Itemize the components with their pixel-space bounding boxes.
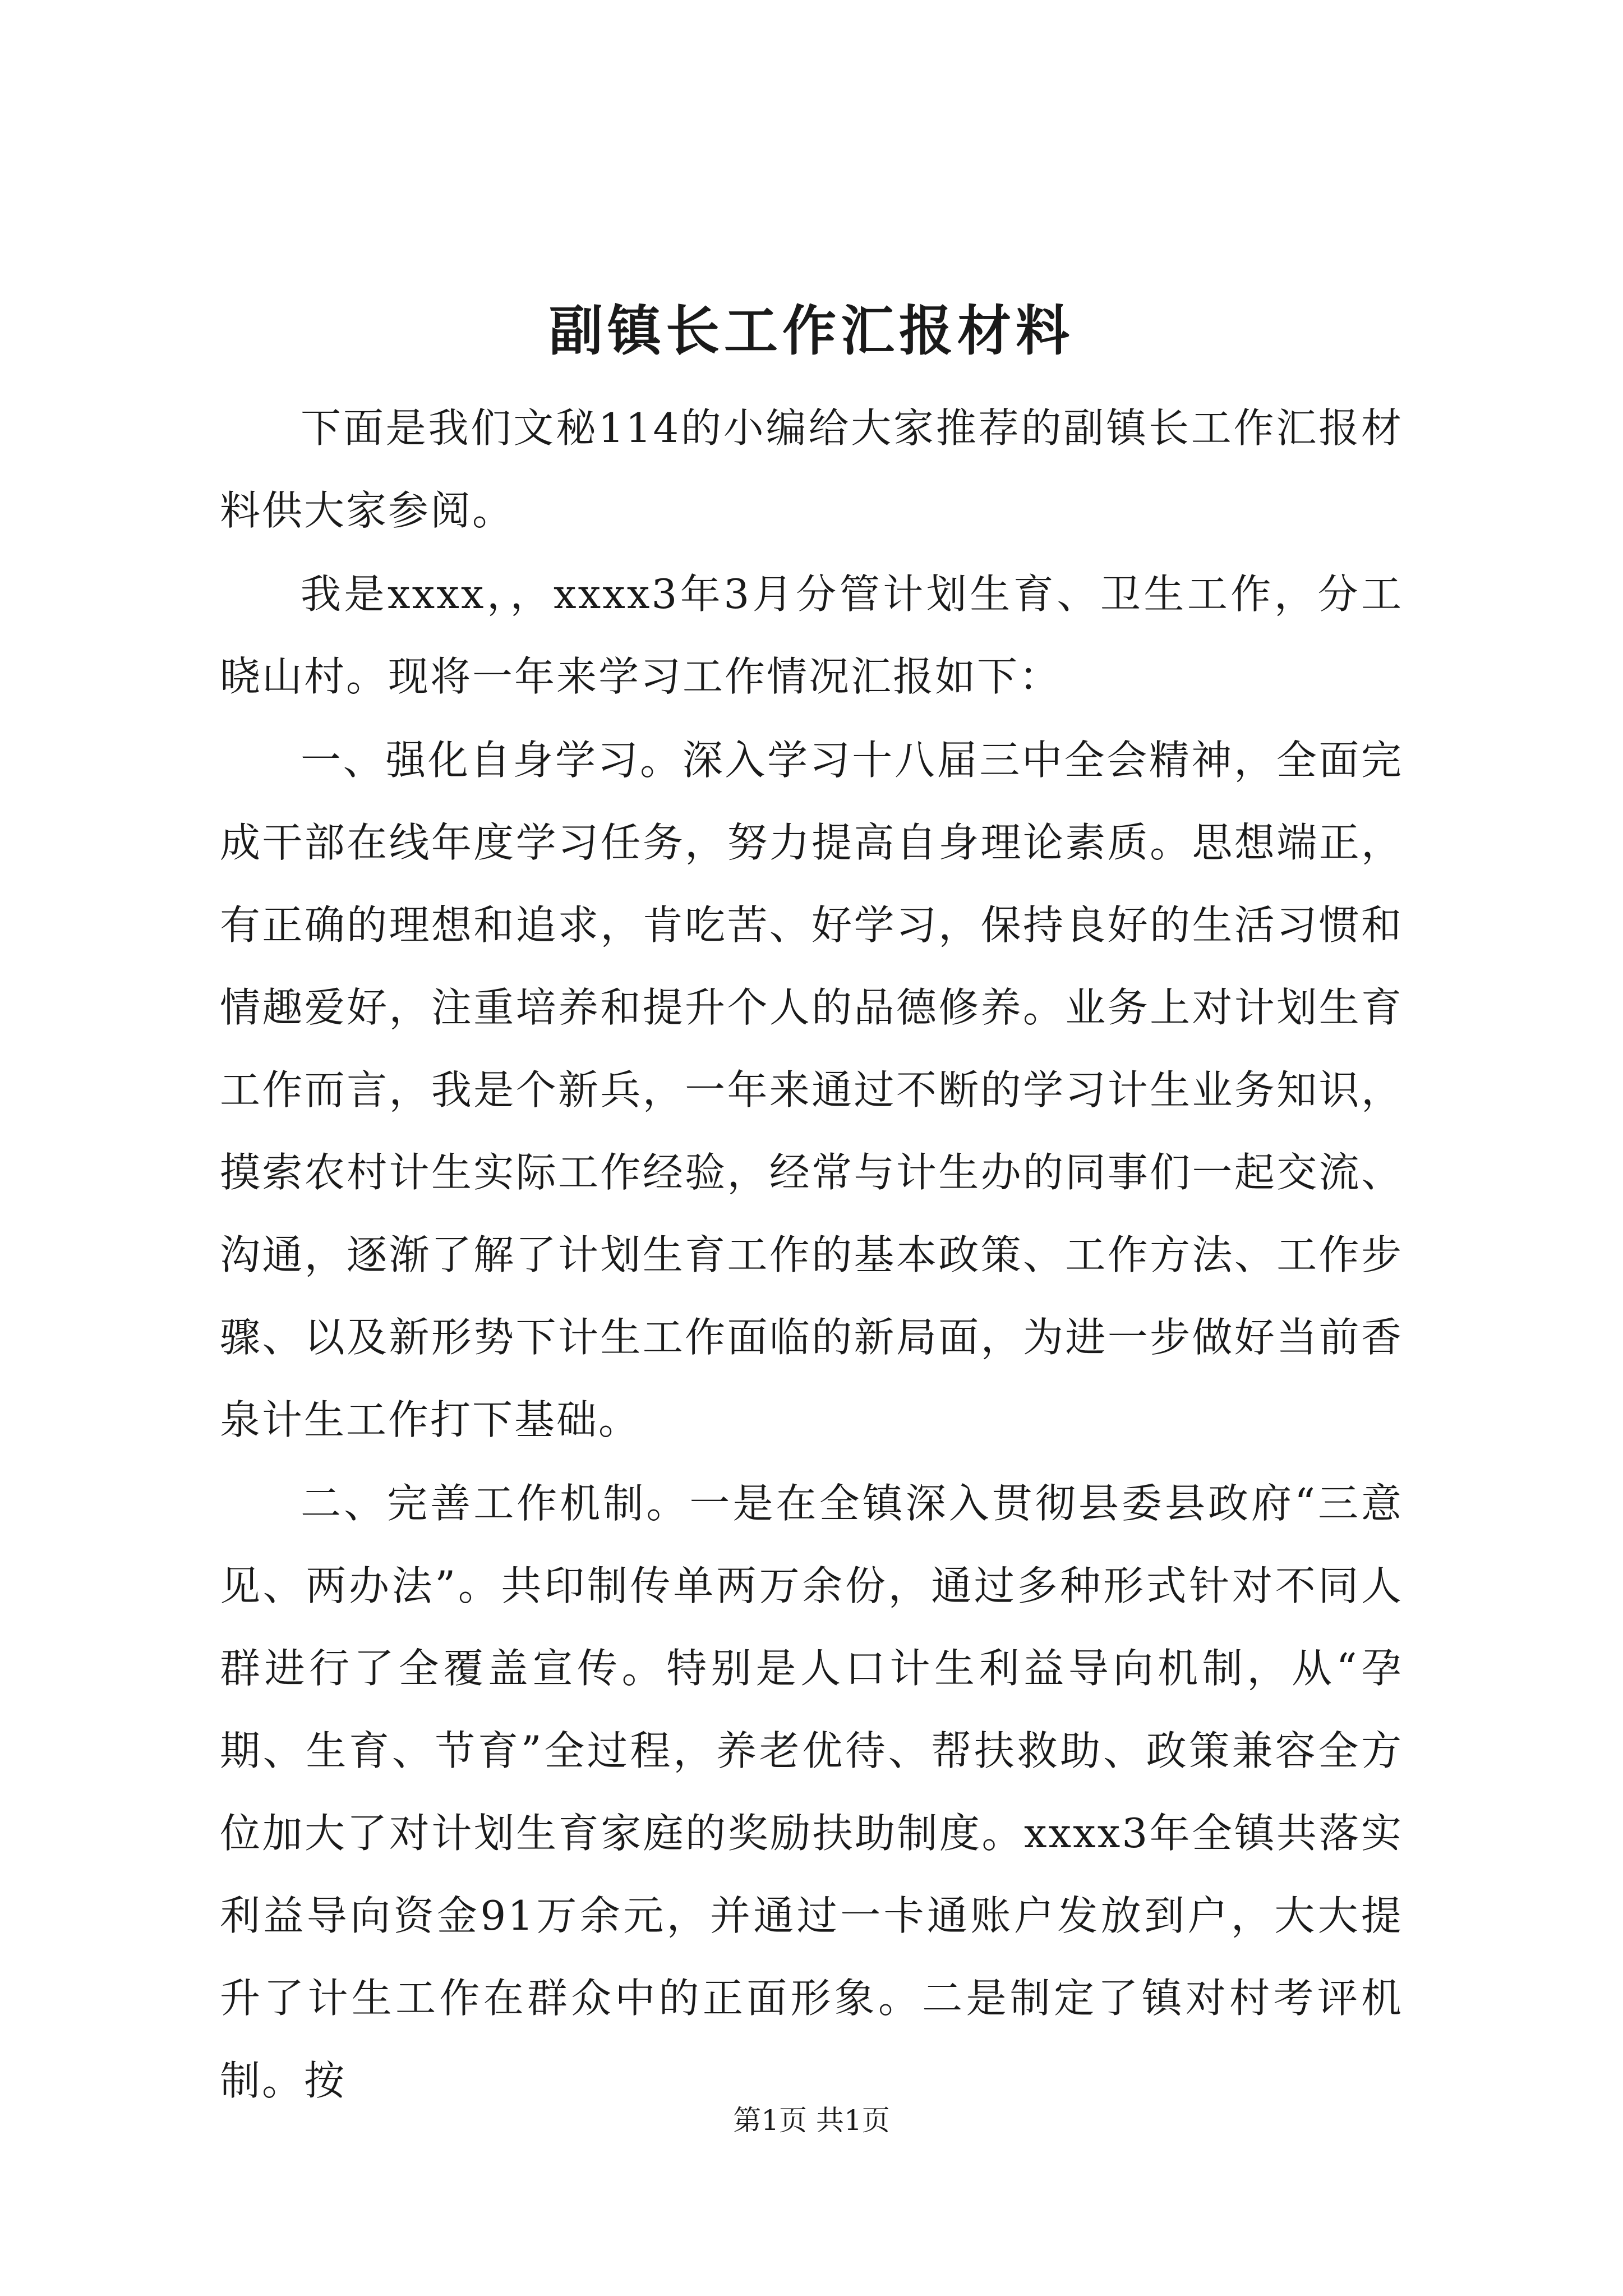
paragraph-section-one: 一、强化自身学习。深入学习十八届三中全会精神，全面完成干部在线年度学习任务，努力提高自身理论素质。思想端正，有正确的理想和追求，肯吃苦、好学习，保持良好的生活习惯和情趣爱好，注重培养和提升个人的品德修养。业务上对计划生育工作而言，我是个新兵，一年来通过不断的学习计生业务知识，摸索农村计生实际工作经验，经常与计生办的同事们一起交流、沟通，逐渐了解了计划生育工作的基本政策、工作方法、工作步骤、以及新形势下计生工作面临的新局面，为进一步做好当前香泉计生工作打下基础。 [220, 737, 1403, 1443]
document-title: 副镇长工作汇报材料 [549, 299, 1074, 362]
page-footer: 第1页 共1页 [733, 2104, 890, 2137]
paragraph-section-two: 二、完善工作机制。一是在全镇深入贯彻县委县政府“三意见、两办法”。共印制传单两万余份，通过多种形式针对不同人群进行了全覆盖宣传。特别是人口计生利益导向机制，从“孕期、生育、节育”全过程，养老优待、帮扶救助、政策兼容全方位加大了对计划生育家庭的奖励扶助制度。xxxx3年全镇共落实利益导向资金91万余元，并通过一卡通账户发放到户，大大提升了计生工作在群众中的正面形象。二是制定了镇对村考评机制。按 [220, 1480, 1403, 2104]
document-body [220, 387, 1403, 2123]
paragraph-self-introduction: 我是xxxx，，xxxx3年3月分管计划生育、卫生工作，分工晓山村。现将一年来学习工作情况汇报如下： [220, 570, 1403, 700]
paragraph-intro: 下面是我们文秘114的小编给大家推荐的副镇长工作汇报材料供大家参阅。 [220, 404, 1403, 534]
